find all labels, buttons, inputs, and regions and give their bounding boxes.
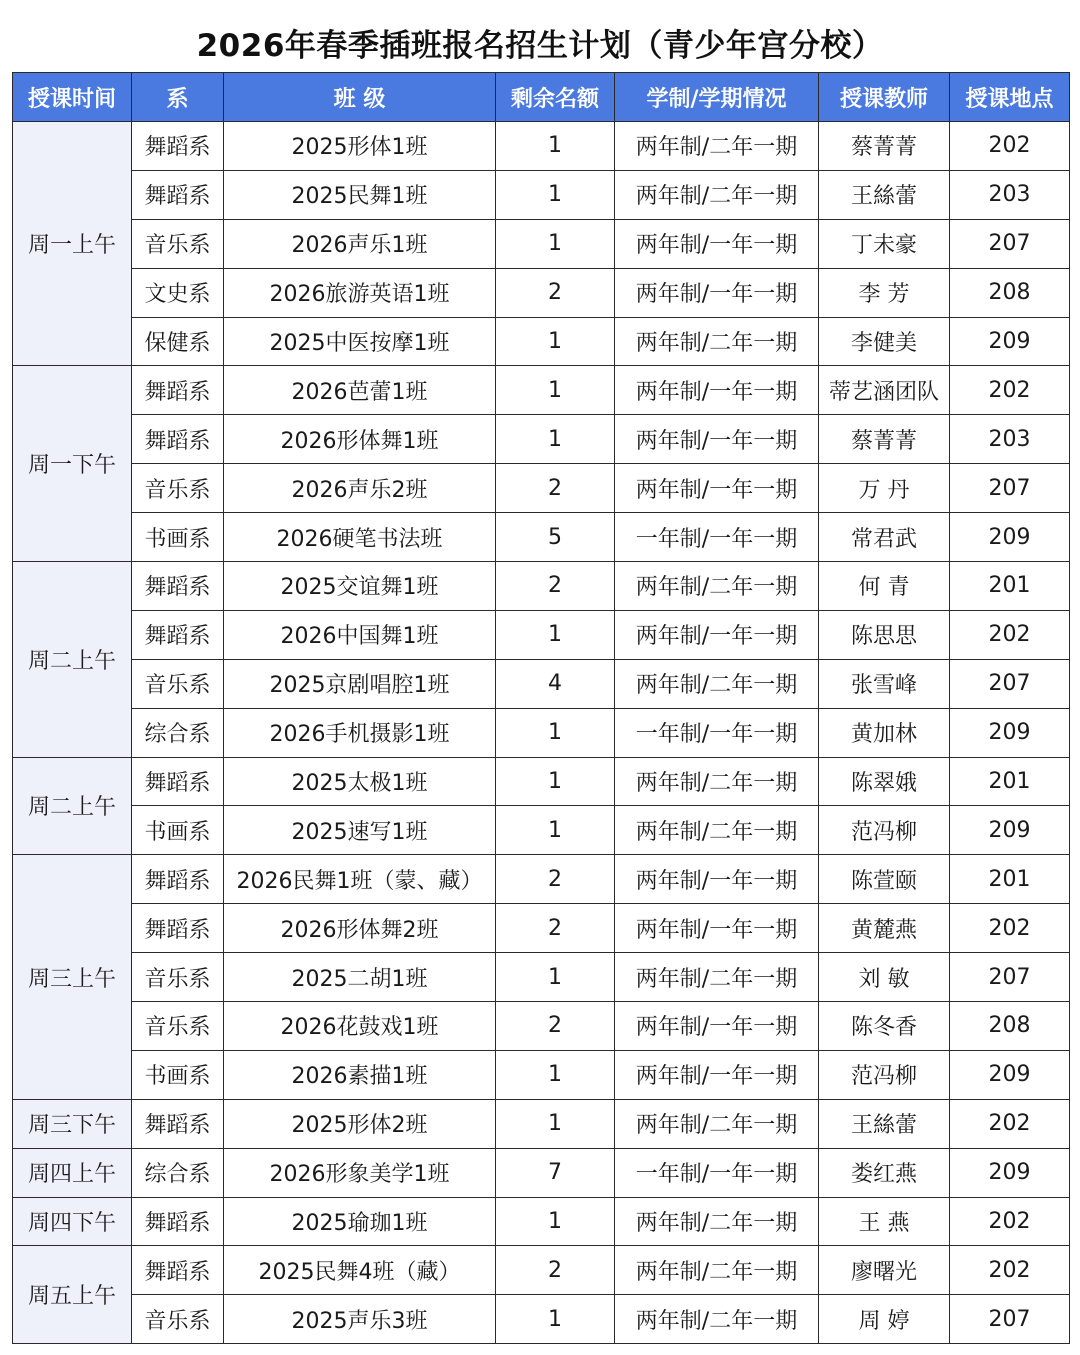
teacher-cell: 黄麓燕 xyxy=(819,904,950,953)
table-row xyxy=(13,1050,1070,1099)
teacher-cell: 陈萱颐 xyxy=(819,855,950,904)
term-cell: 两年制/二年一期 xyxy=(615,659,819,708)
term-cell: 两年制/二年一期 xyxy=(615,317,819,366)
teacher-cell: 张雪峰 xyxy=(819,659,950,708)
teacher-cell: 王絲蕾 xyxy=(819,1099,950,1148)
term-cell: 两年制/一年一期 xyxy=(615,415,819,464)
table-row xyxy=(13,708,1070,757)
table-row xyxy=(13,757,1070,806)
remaining-cell: 2 xyxy=(496,1246,615,1295)
teacher-cell: 蔡菁菁 xyxy=(819,122,950,171)
department-cell: 音乐系 xyxy=(132,464,224,513)
teacher-cell: 廖曙光 xyxy=(819,1246,950,1295)
column-header-remaining: 剩余名额 xyxy=(496,73,615,122)
teacher-cell: 何 青 xyxy=(819,562,950,611)
location-cell: 203 xyxy=(950,170,1070,219)
location-cell: 208 xyxy=(950,268,1070,317)
location-cell: 207 xyxy=(950,219,1070,268)
term-cell: 两年制/二年一期 xyxy=(615,1197,819,1246)
location-cell: 209 xyxy=(950,513,1070,562)
teacher-cell: 陈冬香 xyxy=(819,1002,950,1051)
column-header-department: 系 xyxy=(132,73,224,122)
department-cell: 舞蹈系 xyxy=(132,122,224,171)
location-cell: 209 xyxy=(950,1148,1070,1197)
teacher-cell: 范冯柳 xyxy=(819,1050,950,1099)
location-cell: 209 xyxy=(950,317,1070,366)
remaining-cell: 5 xyxy=(496,513,615,562)
location-cell: 202 xyxy=(950,904,1070,953)
term-cell: 两年制/二年一期 xyxy=(615,1099,819,1148)
class-cell: 2026花鼓戏1班 xyxy=(224,1002,496,1051)
term-cell: 两年制/一年一期 xyxy=(615,855,819,904)
remaining-cell: 4 xyxy=(496,659,615,708)
remaining-cell: 1 xyxy=(496,757,615,806)
table-row xyxy=(13,268,1070,317)
department-cell: 音乐系 xyxy=(132,1002,224,1051)
table-row xyxy=(13,562,1070,611)
department-cell: 综合系 xyxy=(132,708,224,757)
term-cell: 两年制/二年一期 xyxy=(615,1246,819,1295)
class-cell: 2026声乐2班 xyxy=(224,464,496,513)
term-cell: 两年制/一年一期 xyxy=(615,1050,819,1099)
department-cell: 舞蹈系 xyxy=(132,1197,224,1246)
department-cell: 舞蹈系 xyxy=(132,855,224,904)
table-row xyxy=(13,953,1070,1002)
page-title: 2026年春季插班报名招生计划（青少年宫分校） xyxy=(196,27,884,64)
department-cell: 保健系 xyxy=(132,317,224,366)
location-cell: 202 xyxy=(950,1246,1070,1295)
table-row xyxy=(13,855,1070,904)
term-cell: 两年制/二年一期 xyxy=(615,170,819,219)
teacher-cell: 李健美 xyxy=(819,317,950,366)
term-cell: 一年制/一年一期 xyxy=(615,513,819,562)
time-slot-cell: 周一上午 xyxy=(13,122,132,366)
class-cell: 2025民舞1班 xyxy=(224,170,496,219)
remaining-cell: 2 xyxy=(496,904,615,953)
department-cell: 书画系 xyxy=(132,1050,224,1099)
class-cell: 2026芭蕾1班 xyxy=(224,366,496,415)
term-cell: 两年制/二年一期 xyxy=(615,1295,819,1344)
term-cell: 两年制/二年一期 xyxy=(615,806,819,855)
table-row xyxy=(13,415,1070,464)
table-row xyxy=(13,659,1070,708)
class-cell: 2025二胡1班 xyxy=(224,953,496,1002)
table-row xyxy=(13,1197,1070,1246)
table-row xyxy=(13,513,1070,562)
department-cell: 音乐系 xyxy=(132,659,224,708)
table-body xyxy=(13,122,1070,1344)
location-cell: 207 xyxy=(950,953,1070,1002)
enrollment-table xyxy=(12,72,1070,1344)
remaining-cell: 2 xyxy=(496,268,615,317)
table-row xyxy=(13,1246,1070,1295)
location-cell: 201 xyxy=(950,757,1070,806)
class-cell: 2026中国舞1班 xyxy=(224,610,496,659)
class-cell: 2025形体2班 xyxy=(224,1099,496,1148)
class-cell: 2025京剧唱腔1班 xyxy=(224,659,496,708)
term-cell: 两年制/二年一期 xyxy=(615,953,819,1002)
location-cell: 209 xyxy=(950,1050,1070,1099)
teacher-cell: 周 婷 xyxy=(819,1295,950,1344)
time-slot-cell: 周四下午 xyxy=(13,1197,132,1246)
department-cell: 舞蹈系 xyxy=(132,562,224,611)
teacher-cell: 陈翠娥 xyxy=(819,757,950,806)
location-cell: 202 xyxy=(950,1099,1070,1148)
department-cell: 音乐系 xyxy=(132,953,224,1002)
remaining-cell: 7 xyxy=(496,1148,615,1197)
location-cell: 203 xyxy=(950,415,1070,464)
term-cell: 两年制/一年一期 xyxy=(615,610,819,659)
time-slot-cell: 周五上午 xyxy=(13,1246,132,1344)
term-cell: 一年制/一年一期 xyxy=(615,1148,819,1197)
class-cell: 2025民舞4班（藏） xyxy=(224,1246,496,1295)
column-header-class: 班 级 xyxy=(224,73,496,122)
term-cell: 两年制/二年一期 xyxy=(615,122,819,171)
class-cell: 2026旅游英语1班 xyxy=(224,268,496,317)
table-row xyxy=(13,904,1070,953)
table-header-row xyxy=(13,73,1070,122)
time-slot-cell: 周四上午 xyxy=(13,1148,132,1197)
teacher-cell: 陈思思 xyxy=(819,610,950,659)
remaining-cell: 1 xyxy=(496,317,615,366)
table-row xyxy=(13,610,1070,659)
column-header-time: 授课时间 xyxy=(13,73,132,122)
department-cell: 舞蹈系 xyxy=(132,1246,224,1295)
term-cell: 两年制/一年一期 xyxy=(615,219,819,268)
remaining-cell: 1 xyxy=(496,1050,615,1099)
teacher-cell: 蔡菁菁 xyxy=(819,415,950,464)
department-cell: 文史系 xyxy=(132,268,224,317)
table-row xyxy=(13,464,1070,513)
column-header-location: 授课地点 xyxy=(950,73,1070,122)
department-cell: 音乐系 xyxy=(132,1295,224,1344)
time-slot-cell: 周三下午 xyxy=(13,1099,132,1148)
column-header-teacher: 授课教师 xyxy=(819,73,950,122)
table-row xyxy=(13,219,1070,268)
table-row xyxy=(13,1148,1070,1197)
teacher-cell: 丁未豪 xyxy=(819,219,950,268)
teacher-cell: 蒂艺涵团队 xyxy=(819,366,950,415)
remaining-cell: 1 xyxy=(496,1197,615,1246)
class-cell: 2026手机摄影1班 xyxy=(224,708,496,757)
remaining-cell: 2 xyxy=(496,562,615,611)
class-cell: 2026素描1班 xyxy=(224,1050,496,1099)
class-cell: 2026民舞1班（蒙、藏） xyxy=(224,855,496,904)
table-row xyxy=(13,122,1070,171)
class-cell: 2025速写1班 xyxy=(224,806,496,855)
column-header-term: 学制/学期情况 xyxy=(615,73,819,122)
term-cell: 两年制/一年一期 xyxy=(615,904,819,953)
time-slot-cell: 周二上午 xyxy=(13,562,132,758)
department-cell: 舞蹈系 xyxy=(132,757,224,806)
term-cell: 两年制/一年一期 xyxy=(615,1002,819,1051)
remaining-cell: 1 xyxy=(496,415,615,464)
department-cell: 舞蹈系 xyxy=(132,415,224,464)
remaining-cell: 1 xyxy=(496,1099,615,1148)
teacher-cell: 王 燕 xyxy=(819,1197,950,1246)
table-row xyxy=(13,1002,1070,1051)
class-cell: 2025交谊舞1班 xyxy=(224,562,496,611)
remaining-cell: 1 xyxy=(496,122,615,171)
remaining-cell: 1 xyxy=(496,1295,615,1344)
class-cell: 2026硬笔书法班 xyxy=(224,513,496,562)
class-cell: 2025太极1班 xyxy=(224,757,496,806)
teacher-cell: 万 丹 xyxy=(819,464,950,513)
remaining-cell: 1 xyxy=(496,806,615,855)
teacher-cell: 范冯柳 xyxy=(819,806,950,855)
location-cell: 202 xyxy=(950,610,1070,659)
term-cell: 两年制/一年一期 xyxy=(615,268,819,317)
class-cell: 2026声乐1班 xyxy=(224,219,496,268)
location-cell: 207 xyxy=(950,1295,1070,1344)
time-slot-cell: 周一下午 xyxy=(13,366,132,562)
location-cell: 208 xyxy=(950,1002,1070,1051)
location-cell: 207 xyxy=(950,464,1070,513)
teacher-cell: 王絲蕾 xyxy=(819,170,950,219)
class-cell: 2026形象美学1班 xyxy=(224,1148,496,1197)
location-cell: 209 xyxy=(950,708,1070,757)
term-cell: 一年制/一年一期 xyxy=(615,708,819,757)
table-row xyxy=(13,366,1070,415)
department-cell: 舞蹈系 xyxy=(132,610,224,659)
location-cell: 201 xyxy=(950,855,1070,904)
location-cell: 202 xyxy=(950,1197,1070,1246)
class-cell: 2026形体舞2班 xyxy=(224,904,496,953)
term-cell: 两年制/一年一期 xyxy=(615,366,819,415)
class-cell: 2026形体舞1班 xyxy=(224,415,496,464)
remaining-cell: 2 xyxy=(496,1002,615,1051)
department-cell: 音乐系 xyxy=(132,219,224,268)
table-row xyxy=(13,317,1070,366)
teacher-cell: 常君武 xyxy=(819,513,950,562)
teacher-cell: 娄红燕 xyxy=(819,1148,950,1197)
department-cell: 舞蹈系 xyxy=(132,366,224,415)
remaining-cell: 1 xyxy=(496,170,615,219)
remaining-cell: 1 xyxy=(496,219,615,268)
location-cell: 202 xyxy=(950,122,1070,171)
department-cell: 舞蹈系 xyxy=(132,904,224,953)
remaining-cell: 1 xyxy=(496,953,615,1002)
term-cell: 两年制/二年一期 xyxy=(615,757,819,806)
department-cell: 舞蹈系 xyxy=(132,1099,224,1148)
term-cell: 两年制/二年一期 xyxy=(615,562,819,611)
remaining-cell: 1 xyxy=(496,708,615,757)
remaining-cell: 1 xyxy=(496,610,615,659)
location-cell: 207 xyxy=(950,659,1070,708)
time-slot-cell: 周三上午 xyxy=(13,855,132,1099)
department-cell: 综合系 xyxy=(132,1148,224,1197)
class-cell: 2025形体1班 xyxy=(224,122,496,171)
remaining-cell: 1 xyxy=(496,366,615,415)
location-cell: 202 xyxy=(950,366,1070,415)
location-cell: 209 xyxy=(950,806,1070,855)
department-cell: 书画系 xyxy=(132,513,224,562)
table-row xyxy=(13,1099,1070,1148)
table-row xyxy=(13,1295,1070,1344)
teacher-cell: 刘 敏 xyxy=(819,953,950,1002)
table-row xyxy=(13,806,1070,855)
location-cell: 201 xyxy=(950,562,1070,611)
class-cell: 2025瑜珈1班 xyxy=(224,1197,496,1246)
time-slot-cell: 周二上午 xyxy=(13,757,132,855)
teacher-cell: 黄加林 xyxy=(819,708,950,757)
remaining-cell: 2 xyxy=(496,464,615,513)
class-cell: 2025声乐3班 xyxy=(224,1295,496,1344)
remaining-cell: 2 xyxy=(496,855,615,904)
table-row xyxy=(13,170,1070,219)
term-cell: 两年制/一年一期 xyxy=(615,464,819,513)
department-cell: 舞蹈系 xyxy=(132,170,224,219)
teacher-cell: 李 芳 xyxy=(819,268,950,317)
class-cell: 2025中医按摩1班 xyxy=(224,317,496,366)
department-cell: 书画系 xyxy=(132,806,224,855)
